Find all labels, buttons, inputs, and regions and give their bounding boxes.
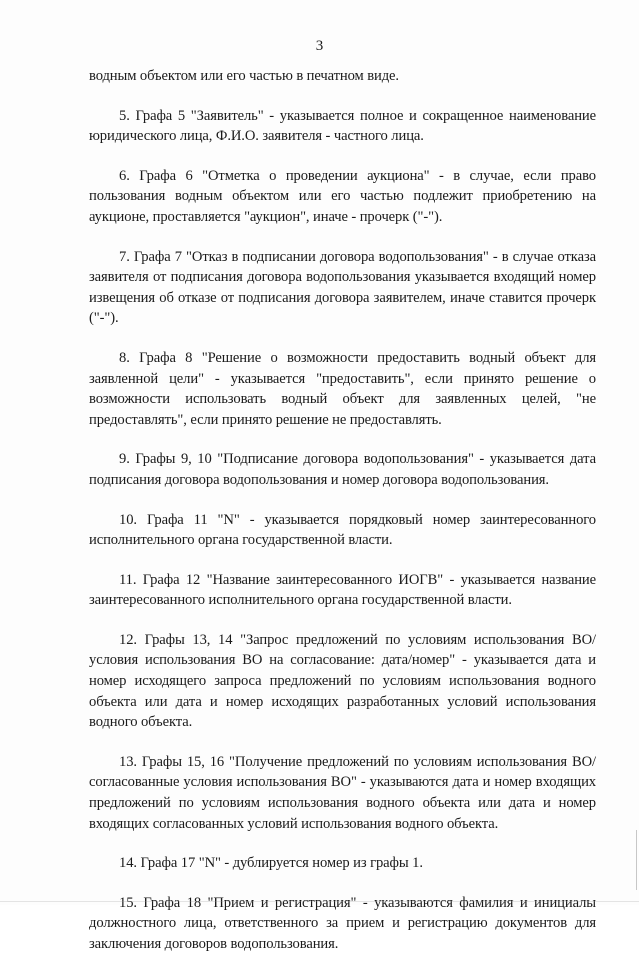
paragraph: 6. Графа 6 "Отметка о проведении аукциона" - в случае, если право пользования водным объектом или его частью подлежит приобретению на аукционе, проставляется "аукцион", иначе - прочерк ("-"). xyxy=(89,167,596,225)
paragraph: 14. Графа 17 "N" - дублируется номер из графы 1. xyxy=(119,855,423,872)
paragraph: 15. Графа 18 "Прием и регистрация" - указываются фамилия и инициалы должностного лица, ответственного за прием и регистрацию документов для заключения договоров водопользования. xyxy=(89,894,596,952)
document-body xyxy=(89,66,596,955)
paragraph: 8. Графа 8 "Решение о возможности предоставить водный объект для заявленной цели" - указывается "предоставить", если принято решение о возможности использовать водный объект для заявленных целей, "не предоставлять", если принято решение не предоставлять. xyxy=(89,349,596,428)
paragraph: 12. Графы 13, 14 "Запрос предложений по условиям использования ВО/условия использования ВО на согласование: дата/номер" - указывается дата и номер исходящего запроса предложений по условиям использования водного объекта или дата и номер исходящих разработанных условий использования водного объекта. xyxy=(89,631,596,731)
paragraph: 5. Графа 5 "Заявитель" - указывается полное и сокращенное наименование юридического лица, Ф.И.О. заявителя - частного лица. xyxy=(89,107,596,145)
paragraph: 13. Графы 15, 16 "Получение предложений по условиям использования ВО/согласованные условия использования ВО" - указываются дата и номер входящих предложений по условиям использования водного объекта или дата и номер входящих согласованных условий использования водного объекта. xyxy=(89,753,596,832)
scan-edge-line xyxy=(0,901,639,902)
scan-edge-mark xyxy=(636,830,637,890)
paragraph: 11. Графа 12 "Название заинтересованного ИОГВ" - указывается название заинтересованного исполнительного органа государственной власти. xyxy=(89,571,596,609)
paragraph: 10. Графа 11 "N" - указывается порядковый номер заинтересованного исполнительного органа государственной власти. xyxy=(89,511,596,549)
paragraph: водным объектом или его частью в печатном виде. xyxy=(89,68,399,84)
paragraph: 7. Графа 7 "Отказ в подписании договора водопользования" - в случае отказа заявителя от подписания договора водопользования указывается входящий номер извещения об отказе от подписания договора заявителем, иначе ставится прочерк ("-"). xyxy=(89,248,596,327)
paragraph: 9. Графы 9, 10 "Подписание договора водопользования" - указывается дата подписания договора водопользования и номер договора водопользования. xyxy=(89,451,596,488)
page-number: 3 xyxy=(315,38,324,54)
